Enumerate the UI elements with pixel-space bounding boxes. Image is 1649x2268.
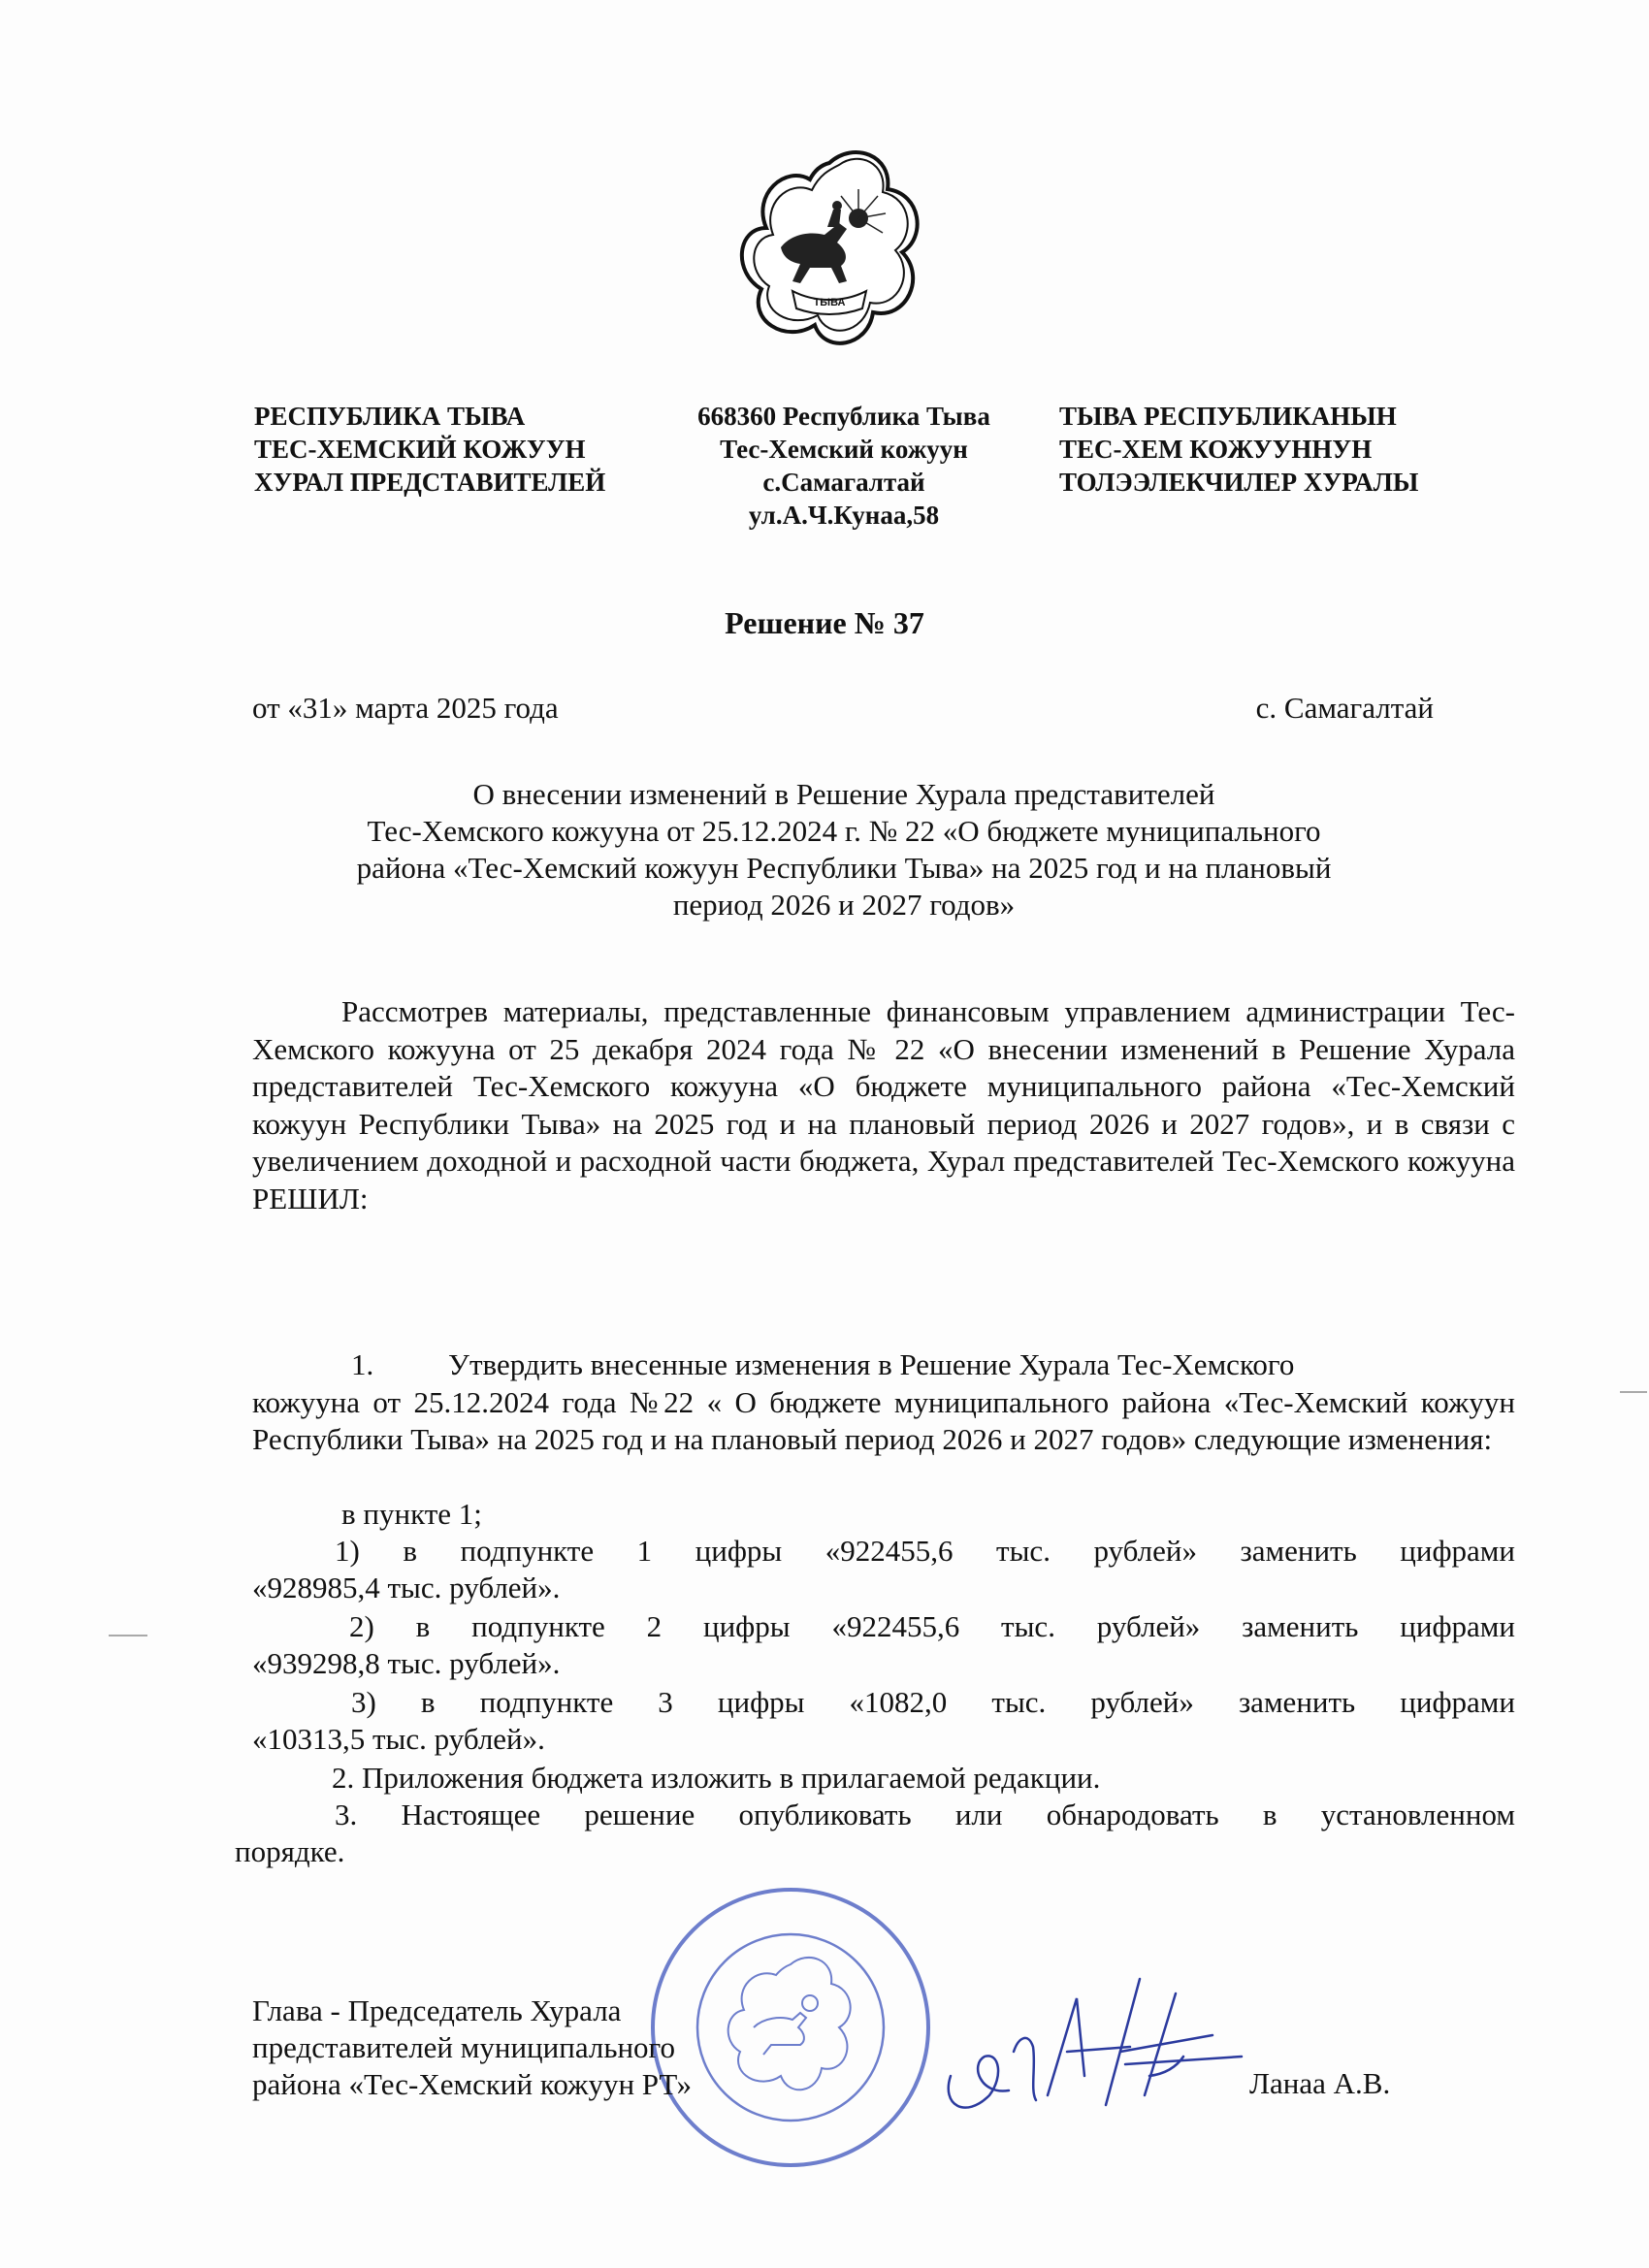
header-right-line: ТЫВА РЕСПУБЛИКАНЫН (1059, 402, 1397, 431)
header-left (254, 400, 605, 499)
header-address (669, 400, 1018, 532)
tuva-emblem-icon (732, 146, 926, 359)
item2-text: 2. Приложения бюджета изложить в прилагаемой редакции. (332, 1761, 1101, 1795)
decision-place: с. Самагалтай (1255, 691, 1434, 725)
preamble-paragraph: Рассмотрев материалы, представленные финансовым управлением администрации Тес-Хемского кожууна от 25 декабря 2024 года № 22 «О внесении изменений в Решение Хурала представителей Тес-Хемского кожууна «О бюджете муниципального района «Тес-Хемский кожуун Республики Тыва» на 2025 год и на плановый период 2026 и 2027 годов», и в связи с увеличением доходной и расходной части бюджета, Хурал представителей Тес-Хемского кожууна РЕШИЛ: (252, 994, 1515, 1215)
subpoint-3-first: 3) в подпункте 3 цифры «1082,0 тыс. рублей» заменить цифрами (351, 1685, 1515, 1719)
decision-date: от «31» марта 2025 года (252, 691, 559, 725)
subpoint-2-second: «939298,8 тыс. рублей». (252, 1646, 561, 1680)
header-right-line: ТОЛЭЭЛЕКЧИЛЕР ХУРАЛЫ (1059, 468, 1419, 497)
header-left-line: ХУРАЛ ПРЕДСТАВИТЕЛЕЙ (254, 468, 606, 497)
decision-title: Решение № 37 (725, 605, 924, 640)
header-right (1059, 400, 1418, 499)
subpoint-1-second: «928985,4 тыс. рублей». (252, 1571, 561, 1604)
header-left-line: ТЕС-ХЕМСКИЙ КОЖУУН (254, 435, 586, 464)
item3-second: порядке. (235, 1834, 345, 1868)
signer-name: Ланаа А.В. (1249, 2066, 1391, 2100)
header-right-line: ТЕС-ХЕМ КОЖУУННУН (1059, 435, 1373, 464)
address-line: с.Самагалтай (762, 468, 925, 497)
address-line: Тес-Хемский кожуун (720, 435, 968, 464)
signer-title-line: района «Тес-Хемский кожуун РТ» (252, 2067, 693, 2101)
handwritten-signature-icon (922, 1960, 1251, 2124)
subpoint-3-second: «10313,5 тыс. рублей». (252, 1722, 545, 1756)
signer-title-line: Глава - Председатель Хурала (252, 1993, 622, 2027)
signature-block (252, 1993, 692, 2103)
date-place-row (252, 691, 1434, 726)
header-left-line: РЕСПУБЛИКА ТЫВА (254, 402, 526, 431)
subject-line: района «Тес-Хемский кожуун Республики Тыва» на 2025 год и на плановый (356, 851, 1332, 885)
signer-title-line: представителей муниципального (252, 2030, 675, 2064)
subpoint-1-first: 1) в подпункте 1 цифры «922455,6 тыс. рублей» заменить цифрами (335, 1534, 1515, 1568)
emblem-label: ТЫВА (813, 297, 846, 308)
address-line: 668360 Республика Тыва (697, 402, 990, 431)
subject-line: О внесении изменений в Решение Хурала представителей (472, 777, 1215, 811)
address-line: ул.А.Ч.Кунаа,58 (748, 501, 940, 530)
item3-first: 3. Настоящее решение опубликовать или обнародовать в установленном (335, 1798, 1515, 1831)
item1-first-line: Утвердить внесенные изменения в Решение Хурала Тес-Хемского (448, 1347, 1295, 1381)
item1-number: 1. (351, 1347, 374, 1381)
subject-line: Тес-Хемского кожууна от 25.12.2024 г. № 22 «О бюджете муниципального (367, 814, 1321, 848)
subject-line: период 2026 и 2027 годов» (672, 888, 1016, 922)
subpoint-2-first: 2) в подпункте 2 цифры «922455,6 тыс. рублей» заменить цифрами (349, 1609, 1515, 1643)
item1-text: кожууна от 25.12.2024 года №22 « О бюджете муниципального района «Тес-Хемский кожуун Республики Тыва» на 2025 год и на плановый период 2026 и 2027 годов» следующие изменения: (252, 1384, 1515, 1456)
scan-mark (1620, 1391, 1647, 1393)
in-point-label: в пункте 1; (341, 1497, 482, 1531)
scan-mark (109, 1635, 147, 1636)
decision-subject (223, 776, 1465, 923)
